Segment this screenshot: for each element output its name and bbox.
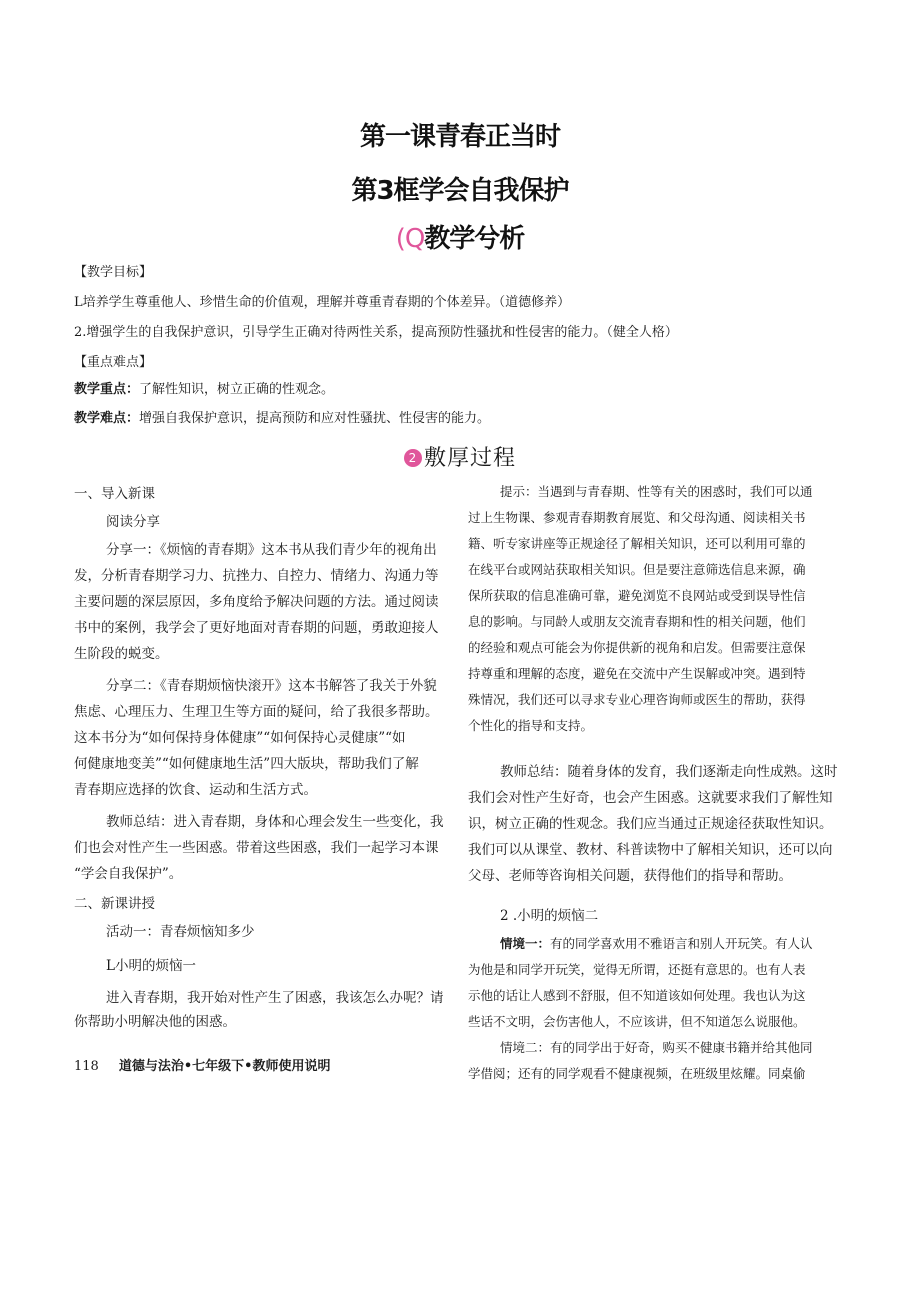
lesson-title: 第一课青春正当时: [359, 122, 560, 152]
right-line: 我们会对性产生好奇，也会产生困惑。这就要求我们了解性知: [468, 790, 833, 806]
left-line: 分享一：《烦恼的青春期》这本书从我们青少年的视角出: [106, 542, 437, 558]
scenario-1-first-line: [500, 934, 813, 952]
left-line: 二、新课讲授: [74, 896, 155, 912]
process-number-badge: 2: [404, 449, 422, 467]
scenario-1-text: 有的同学喜欢用不雅语言和别人开玩笑。有人认: [550, 936, 813, 951]
right-line: 殊情况，我们还可以寻求专业心理咨询师或医生的帮助，获得: [468, 692, 806, 707]
analysis-mark: (Q: [395, 224, 425, 254]
scenario-1-label: 情境一：: [500, 936, 551, 951]
right-line: 提示：当遇到与青春期、性等有关的困惑时，我们可以通: [500, 484, 813, 499]
objectives-heading: 【教学目标】: [74, 265, 153, 280]
left-line: 分享二：《青春期烦恼快滚开》这本书解答了我关于外貌: [106, 678, 437, 694]
left-line: “学会自我保护”。: [74, 866, 183, 882]
left-line: 焦虑、心理压力、生理卫生等方面的疑问，给了我很多帮助。: [74, 704, 439, 720]
right-line: 父母、老师等咨询相关问题，获得他们的指导和帮助。: [468, 868, 792, 884]
frame-title: 第3框学会自我保护: [351, 176, 569, 206]
teaching-focus-text: 了解性知识，树立正确的性观念。: [139, 382, 335, 397]
process-heading: [0, 441, 920, 472]
left-line: 主要问题的深层原因，多角度给予解决问题的方法。通过阅读: [74, 594, 439, 610]
left-line: 一、导入新课: [74, 486, 155, 502]
right-line: 为他是和同学开玩笑，觉得无所谓，还挺有意思的。也有人表: [468, 962, 806, 977]
left-line: 们也会对性产生一些困惑。带着这些困惑，我们一起学习本课: [74, 840, 439, 856]
analysis-title: [0, 218, 920, 255]
process-heading-text: 敷厚过程: [423, 446, 516, 471]
right-line: 的经验和观点可能会为你提供新的视角和启发。但需要注意保: [468, 640, 806, 655]
left-line: 你帮助小明解决他的困惑。: [74, 1014, 236, 1030]
right-line: 示他的话让人感到不舒服，但不知道该如何处理。我也认为这: [468, 988, 806, 1003]
teaching-difficulty: [74, 410, 490, 428]
right-line: 识，树立正确的性观念。我们应当通过正规途径获取性知识。: [468, 816, 833, 832]
left-line: 活动一：青春烦恼知多少: [106, 924, 255, 940]
left-line: 青春期应选择的饮食、运动和生活方式。: [74, 782, 317, 798]
left-line: 这本书分为“如何保持身体健康”“如何保持心灵健康”“如: [74, 730, 406, 746]
page-number: 118: [74, 1059, 99, 1074]
right-line: 2 .小明的烦恼二: [500, 908, 599, 924]
right-line: 过上生物课、参观青春期教育展览、和父母沟通、阅读相关书: [468, 510, 806, 525]
left-line: 发，分析青春期学习力、抗挫力、自控力、情绪力、沟通力等: [74, 568, 439, 584]
right-line: 情境二：有的同学出于好奇，购买不健康书籍并给其他同: [500, 1040, 813, 1055]
left-line: 书中的案例，我学会了更好地面对青春期的问题，勇敢迎接人: [74, 620, 439, 636]
right-line: 籍、听专家讲座等正规途径了解相关知识，还可以利用可靠的: [468, 536, 806, 551]
analysis-label: 教学兮析: [424, 224, 525, 254]
right-line: 持尊重和理解的态度，避免在交流中产生误解或冲突。遇到特: [468, 666, 806, 681]
teaching-focus-label: 教学重点：: [74, 382, 140, 397]
teaching-focus: [74, 381, 334, 399]
objective-2: 2.增强学生的自我保护意识，引导学生正确对待两性关系，提高预防性骚扰和性侵害的能力。（健全人格）: [74, 325, 678, 340]
left-line: 进入青春期，我开始对性产生了困惑，我该怎么办呢？请: [106, 990, 444, 1006]
left-line: 生阶段的蜕变。: [74, 646, 169, 662]
right-line: 保所获取的信息准确可靠，避免浏览不良网站或受到误导性信: [468, 588, 806, 603]
left-line: 阅读分享: [106, 514, 160, 530]
left-line: L小明的烦恼一: [106, 958, 196, 974]
book-title: 道德与法治•七年级下•教师使用说明: [118, 1059, 331, 1074]
right-line: 学借阅；还有的同学观看不健康视频，在班级里炫耀。同桌偷: [468, 1066, 806, 1081]
key-points-heading: 【重点难点】: [74, 355, 153, 370]
left-line: 教师总结：进入青春期，身体和心理会发生一些变化，我: [106, 814, 444, 830]
teaching-difficulty-text: 增强自我保护意识，提高预防和应对性骚扰、性侵害的能力。: [139, 411, 491, 426]
right-line: 在线平台或网站获取相关知识。但是要注意筛选信息来源，确: [468, 562, 806, 577]
right-line: 教师总结：随着身体的发育，我们逐渐走向性成熟。这时: [500, 764, 838, 780]
teaching-difficulty-label: 教学难点：: [74, 411, 140, 426]
right-line: 些话不文明，会伤害他人，不应该讲，但不知道怎么说服他。: [468, 1014, 806, 1029]
right-line: 个性化的指导和支持。: [468, 718, 594, 733]
right-line: 息的影响。与同龄人或朋友交流青春期和性的相关问题，他们: [468, 614, 806, 629]
objective-1: L培养学生尊重他人、珍惜生命的价值观，理解并尊重青春期的个体差异。（道德修养）: [74, 295, 571, 310]
page-footer: [74, 1055, 330, 1074]
left-line: 何健康地变美”“如何健康地生活”四大版块，帮助我们了解: [74, 756, 419, 772]
right-line: 我们可以从课堂、教材、科普读物中了解相关知识，还可以向: [468, 842, 833, 858]
